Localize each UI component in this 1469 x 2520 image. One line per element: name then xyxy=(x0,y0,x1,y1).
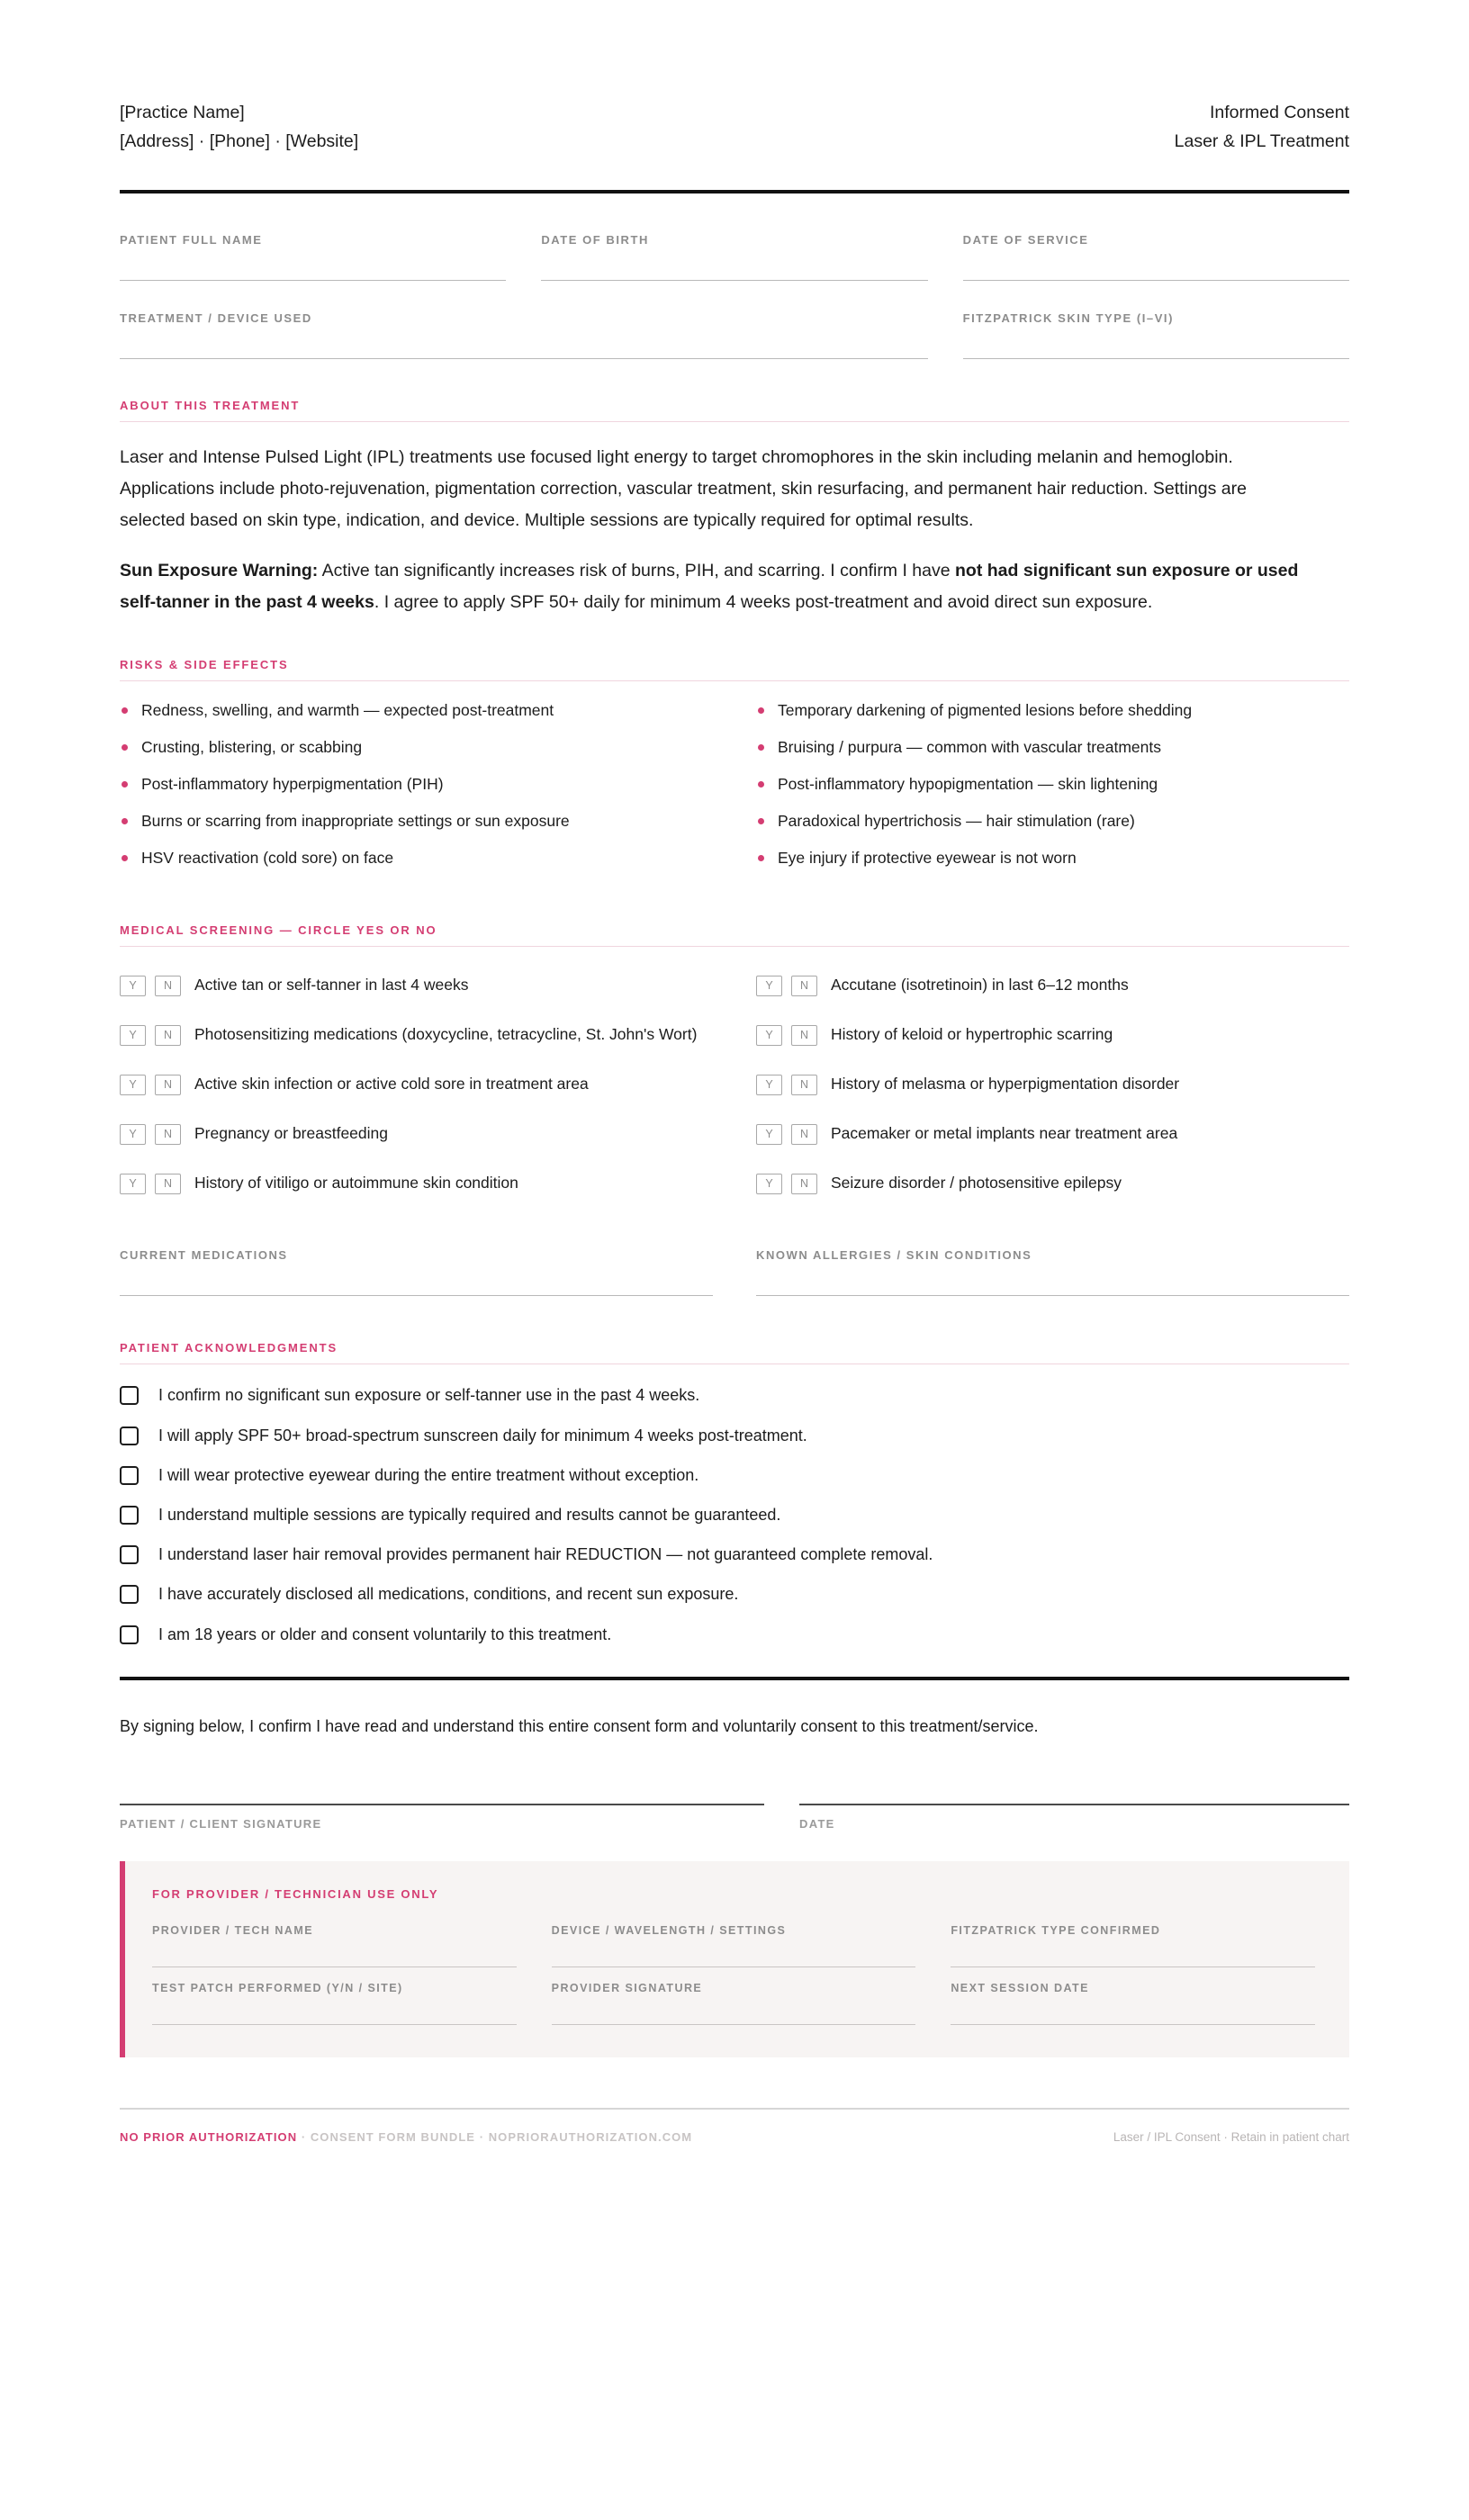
field-treatment-device-used[interactable] xyxy=(120,299,928,359)
no-box[interactable]: N xyxy=(791,1025,817,1046)
warning-lead: Sun Exposure Warning: xyxy=(120,561,319,581)
practice-info xyxy=(120,99,358,156)
risk-item: Paradoxical hypertrichosis — hair stimulation (rare) xyxy=(756,810,1349,832)
consent-statement: By signing below, I confirm I have read and understand this entire consent form and voluntarily consent to this treatment/service. xyxy=(120,1716,1039,1735)
section-rule xyxy=(120,680,1349,681)
section-rule xyxy=(120,421,1349,422)
field-test-patch-performed[interactable] xyxy=(152,1982,517,2025)
risk-item: Redness, swelling, and warmth — expected post-treatment xyxy=(120,699,713,721)
yes-box[interactable]: Y xyxy=(756,976,782,996)
yes-box[interactable]: Y xyxy=(756,1174,782,1194)
checkbox-icon[interactable] xyxy=(120,1426,139,1445)
risks-columns xyxy=(120,699,1349,885)
yes-no-toggle[interactable] xyxy=(756,1174,817,1194)
patient-fields-row-1 xyxy=(120,220,1349,281)
yes-no-toggle[interactable] xyxy=(756,1124,817,1145)
footer-left-text xyxy=(120,2130,692,2144)
yes-no-toggle[interactable] xyxy=(120,1174,181,1194)
section-patient-acknowledgments xyxy=(120,1341,1349,1645)
screening-question: Active tan or self-tanner in last 4 weeks xyxy=(194,976,469,994)
field-provider-tech-name[interactable] xyxy=(152,1924,517,1967)
field-label: FITZPATRICK TYPE CONFIRMED xyxy=(951,1923,1161,1937)
screening-row xyxy=(120,1064,713,1105)
provider-fields-row-2 xyxy=(152,1982,1315,2025)
header-divider xyxy=(120,190,1349,194)
field-write-line[interactable] xyxy=(541,280,927,281)
field-date-of-service[interactable] xyxy=(963,220,1349,281)
field-label: DATE OF SERVICE xyxy=(962,233,1089,248)
section-title: PATIENT ACKNOWLEDGMENTS xyxy=(120,1341,338,1355)
acknowledgment-row[interactable] xyxy=(120,1384,1349,1407)
field-write-line[interactable] xyxy=(152,2024,517,2025)
field-device-wavelength-settings[interactable] xyxy=(552,1924,916,1967)
yes-no-toggle[interactable] xyxy=(120,1025,181,1046)
screening-row xyxy=(756,965,1349,1006)
no-box[interactable]: N xyxy=(791,1124,817,1145)
footer-bundle-text: · CONSENT FORM BUNDLE · NOPRIORAUTHORIZATION.COM xyxy=(297,2129,693,2144)
signature-write-line[interactable] xyxy=(799,1804,1349,1805)
risk-item: Burns or scarring from inappropriate settings or sun exposure xyxy=(120,810,713,832)
field-label: NEXT SESSION DATE xyxy=(951,1981,1089,1994)
field-write-line[interactable] xyxy=(951,1966,1315,1967)
field-label: PATIENT / CLIENT SIGNATURE xyxy=(120,1816,322,1831)
acknowledgment-list xyxy=(120,1384,1349,1645)
signature-fields xyxy=(120,1804,1349,1831)
acknowledgment-text: I understand laser hair removal provides permanent hair REDUCTION — not guaranteed complete removal. xyxy=(158,1545,933,1564)
field-write-line[interactable] xyxy=(951,2024,1315,2025)
no-box[interactable]: N xyxy=(155,1025,181,1046)
field-current-medications[interactable] xyxy=(120,1236,713,1296)
acknowledgment-row[interactable] xyxy=(120,1583,1349,1606)
checkbox-icon[interactable] xyxy=(120,1386,139,1405)
yes-box[interactable]: Y xyxy=(756,1025,782,1046)
risk-list-left xyxy=(120,699,713,885)
screening-columns xyxy=(120,965,1349,1212)
risk-item: Eye injury if protective eyewear is not worn xyxy=(756,847,1349,868)
document-kind: Informed Consent xyxy=(1209,103,1349,122)
footer-divider xyxy=(120,2108,1349,2110)
section-about-this-treatment xyxy=(120,399,1349,618)
risk-list-right xyxy=(756,699,1349,885)
field-patient-full-name[interactable] xyxy=(120,220,506,281)
acknowledgment-text: I confirm no significant sun exposure or self-tanner use in the past 4 weeks. xyxy=(158,1386,700,1405)
no-box[interactable]: N xyxy=(791,976,817,996)
field-patient-signature[interactable] xyxy=(120,1804,764,1831)
yes-box[interactable]: Y xyxy=(120,976,146,996)
screening-row xyxy=(120,1163,713,1204)
section-medical-screening xyxy=(120,923,1349,1296)
screening-question: Accutane (isotretinoin) in last 6–12 months xyxy=(831,976,1129,994)
provider-fields-row-1 xyxy=(152,1924,1315,1967)
section-title: MEDICAL SCREENING — CIRCLE YES OR NO xyxy=(120,923,437,938)
screening-row xyxy=(120,965,713,1006)
section-risks-side-effects xyxy=(120,658,1349,885)
screening-question: Active skin infection or active cold sore in treatment area xyxy=(194,1075,589,1094)
risk-item: HSV reactivation (cold sore) on face xyxy=(120,847,713,868)
field-label: PROVIDER SIGNATURE xyxy=(551,1981,703,1994)
screening-question: Pacemaker or metal implants near treatment area xyxy=(831,1124,1178,1143)
no-box[interactable]: N xyxy=(155,1075,181,1095)
acknowledgment-row[interactable] xyxy=(120,1624,1349,1646)
field-label: TREATMENT / DEVICE USED xyxy=(120,311,312,326)
about-paragraph: Laser and Intense Pulsed Light (IPL) treatments use focused light energy to target chromophores in the skin including melanin and hemoglobin. Applications include photo-rejuvenation, pigmentation correction, vascular treatment, skin resurfacing, and permanent hair reduction. Settings are selected based on skin type, indication, and device. Multiple sessions are typically required for optimal results. xyxy=(120,447,1247,530)
screening-column-left xyxy=(120,965,713,1212)
signature-write-line[interactable] xyxy=(120,1804,764,1805)
practice-contact: [Address] · [Phone] · [Website] xyxy=(120,130,359,151)
provider-box-title: FOR PROVIDER / TECHNICIAN USE ONLY xyxy=(152,1886,439,1901)
screening-row xyxy=(120,1014,713,1056)
practice-name: [Practice Name] xyxy=(120,103,245,122)
acknowledgment-row[interactable] xyxy=(120,1425,1349,1447)
acknowledgment-text: I am 18 years or older and consent voluntarily to this treatment. xyxy=(158,1624,612,1643)
yes-no-toggle[interactable] xyxy=(120,976,181,996)
document-title-block xyxy=(1175,99,1349,156)
acknowledgment-text: I will apply SPF 50+ broad-spectrum sunscreen daily for minimum 4 weeks post-treatment. xyxy=(158,1426,807,1444)
warning-emphasis: not had significant sun exposure or used self-tanner in the past 4 weeks xyxy=(120,561,1299,612)
risk-item: Post-inflammatory hypopigmentation — skin lightening xyxy=(756,773,1349,795)
yes-box[interactable]: Y xyxy=(756,1124,782,1145)
screening-row xyxy=(120,1113,713,1155)
checkbox-icon[interactable] xyxy=(120,1625,139,1644)
field-write-line[interactable] xyxy=(552,2024,916,2025)
yes-no-toggle[interactable] xyxy=(120,1075,181,1095)
yes-no-toggle[interactable] xyxy=(756,1025,817,1046)
screening-row xyxy=(756,1113,1349,1155)
yes-no-toggle[interactable] xyxy=(756,976,817,996)
yes-box[interactable]: Y xyxy=(756,1075,782,1095)
acknowledgment-text: I understand multiple sessions are typically required and results cannot be guaranteed. xyxy=(158,1505,781,1524)
yes-no-toggle[interactable] xyxy=(756,1075,817,1095)
checkbox-icon[interactable] xyxy=(120,1545,139,1564)
yes-box[interactable]: Y xyxy=(120,1025,146,1046)
risk-item: Post-inflammatory hyperpigmentation (PIH) xyxy=(120,773,713,795)
section-title: RISKS & SIDE EFFECTS xyxy=(120,657,289,671)
warning-text-part-2: . I agree to apply SPF 50+ daily for minimum 4 weeks post-treatment and avoid direct sun exposure. xyxy=(374,591,1153,612)
acknowledgment-row[interactable] xyxy=(120,1464,1349,1487)
field-signature-date[interactable] xyxy=(799,1804,1349,1831)
field-label: FITZPATRICK SKIN TYPE (I–VI) xyxy=(962,311,1174,326)
field-write-line[interactable] xyxy=(120,358,928,359)
checkbox-icon[interactable] xyxy=(120,1585,139,1604)
screening-question: History of melasma or hyperpigmentation disorder xyxy=(831,1075,1180,1094)
field-write-line[interactable] xyxy=(552,1966,916,1967)
field-provider-signature[interactable] xyxy=(552,1982,916,2025)
no-box[interactable]: N xyxy=(155,976,181,996)
risk-item: Bruising / purpura — common with vascular treatments xyxy=(756,736,1349,758)
screening-row xyxy=(756,1014,1349,1056)
screening-question: History of keloid or hypertrophic scarring xyxy=(831,1025,1113,1044)
screening-column-right xyxy=(756,965,1349,1212)
screening-row xyxy=(756,1163,1349,1204)
field-write-line[interactable] xyxy=(963,358,1349,359)
field-write-line[interactable] xyxy=(152,1966,517,1967)
field-fitzpatrick-skin-type[interactable] xyxy=(963,299,1349,359)
footer-right-text: Laser / IPL Consent · Retain in patient chart xyxy=(1113,2129,1349,2144)
yes-box[interactable]: Y xyxy=(120,1124,146,1145)
provider-use-only-box xyxy=(120,1861,1349,2057)
section-rule xyxy=(120,946,1349,947)
screening-question: History of vitiligo or autoimmune skin condition xyxy=(194,1174,518,1192)
field-known-allergies[interactable] xyxy=(756,1236,1349,1296)
acknowledgment-row[interactable] xyxy=(120,1504,1349,1526)
screening-question: Pregnancy or breastfeeding xyxy=(194,1124,388,1143)
field-fitzpatrick-type-confirmed[interactable] xyxy=(951,1924,1315,1967)
document-footer xyxy=(120,2130,1349,2189)
field-label: KNOWN ALLERGIES / SKIN CONDITIONS xyxy=(756,1248,1032,1263)
field-label: PROVIDER / TECH NAME xyxy=(152,1923,314,1937)
risk-item: Crusting, blistering, or scabbing xyxy=(120,736,713,758)
screening-question: Seizure disorder / photosensitive epilepsy xyxy=(831,1174,1122,1192)
yes-no-toggle[interactable] xyxy=(120,1124,181,1145)
acknowledgment-text: I will wear protective eyewear during the entire treatment without exception. xyxy=(158,1465,699,1484)
screening-row xyxy=(756,1064,1349,1105)
footer-brand: NO PRIOR AUTHORIZATION xyxy=(120,2129,298,2144)
field-write-line[interactable] xyxy=(963,280,1349,281)
field-label: DATE OF BIRTH xyxy=(541,233,649,248)
warning-text-part-1: Active tan significantly increases risk of burns, PIH, and scarring. I confirm I have xyxy=(318,561,956,581)
document-subject: Laser & IPL Treatment xyxy=(1174,130,1349,151)
field-label: PATIENT FULL NAME xyxy=(120,233,263,248)
document-header xyxy=(120,99,1349,190)
screening-question: Photosensitizing medications (doxycycline, tetracycline, St. John's Wort) xyxy=(194,1025,698,1044)
acknowledgment-row[interactable] xyxy=(120,1544,1349,1566)
no-box[interactable]: N xyxy=(791,1174,817,1194)
field-write-line[interactable] xyxy=(120,280,506,281)
sun-exposure-warning xyxy=(120,555,1310,617)
field-next-session-date[interactable] xyxy=(951,1982,1315,2025)
signature-divider xyxy=(120,1677,1349,1680)
risk-item: Temporary darkening of pigmented lesions before shedding xyxy=(756,699,1349,721)
field-label: DATE xyxy=(799,1816,835,1831)
checkbox-icon[interactable] xyxy=(120,1506,139,1525)
patient-fields-row-2 xyxy=(120,299,1349,359)
acknowledgment-text: I have accurately disclosed all medications, conditions, and recent sun exposure. xyxy=(158,1585,739,1604)
screening-extra-fields xyxy=(120,1236,1349,1296)
no-box[interactable]: N xyxy=(155,1174,181,1194)
yes-box[interactable]: Y xyxy=(120,1174,146,1194)
no-box[interactable]: N xyxy=(791,1075,817,1095)
field-label: CURRENT MEDICATIONS xyxy=(120,1248,288,1263)
no-box[interactable]: N xyxy=(155,1124,181,1145)
field-date-of-birth[interactable] xyxy=(541,220,927,281)
field-write-line[interactable] xyxy=(756,1295,1349,1296)
field-label: DEVICE / WAVELENGTH / SETTINGS xyxy=(551,1923,787,1937)
field-write-line[interactable] xyxy=(120,1295,713,1296)
yes-box[interactable]: Y xyxy=(120,1075,146,1095)
checkbox-icon[interactable] xyxy=(120,1466,139,1485)
field-label: TEST PATCH PERFORMED (Y/N / SITE) xyxy=(152,1981,403,1994)
section-title: ABOUT THIS TREATMENT xyxy=(120,399,301,413)
